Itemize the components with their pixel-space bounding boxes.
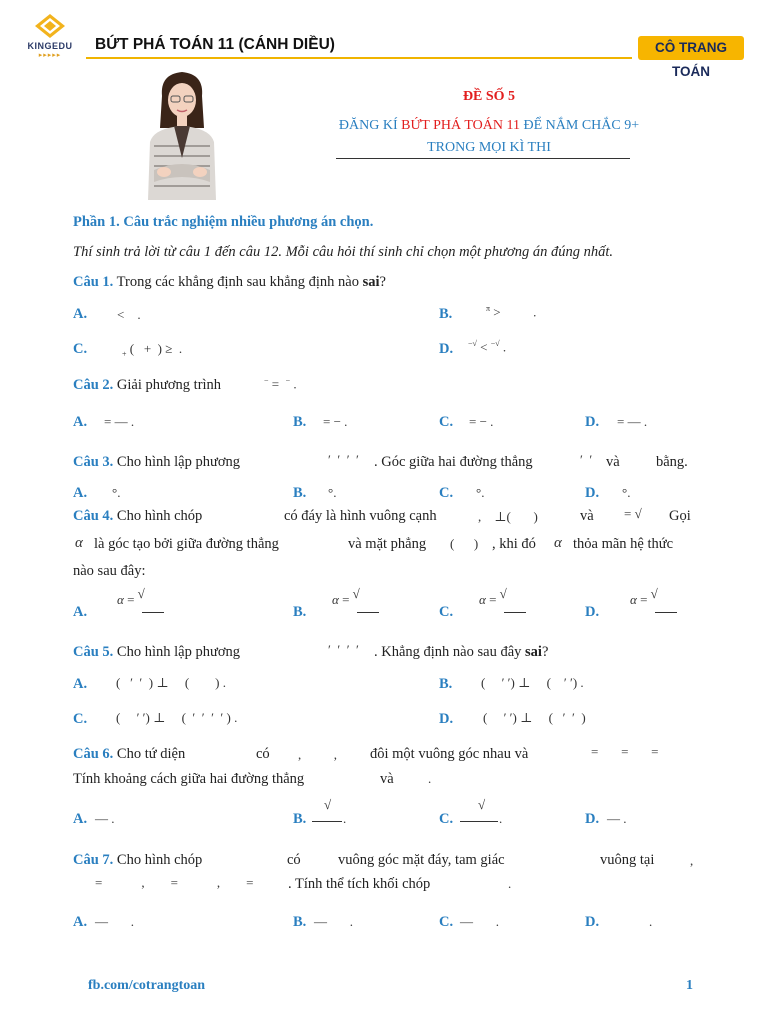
section-heading: Phần 1. Câu trắc nghiệm nhiều phương án chọn.: [73, 214, 374, 230]
q7-text-part2: có: [287, 852, 301, 868]
q4-text-part4: Gọi: [669, 508, 691, 524]
q4-line2-part4: thỏa mãn hệ thức: [573, 536, 674, 552]
q3-option-b[interactable]: B.: [293, 485, 307, 501]
q4-option-a[interactable]: A.: [73, 604, 88, 620]
q2-d-math: = — .: [617, 414, 648, 429]
q7-c-math: — .: [460, 914, 499, 929]
q5-option-c[interactable]: C.: [73, 711, 88, 727]
q6-option-d[interactable]: D.: [585, 811, 600, 827]
q7-period: .: [508, 876, 512, 891]
question-2: Câu 2. Giải phương trình: [73, 377, 222, 393]
q4-b-fraction-bar: [357, 612, 379, 613]
q7-text-part3: vuông góc mặt đáy, tam giác: [338, 852, 505, 868]
q6-line2-part1: Tính khoảng cách giữa hai đường thẳng: [73, 771, 305, 787]
q4-a-math: α = √: [117, 586, 145, 607]
q1-option-d[interactable]: D.: [439, 341, 454, 357]
q1-c-math: $_+$ ( + ) ≥ .: [122, 341, 183, 359]
q4-math2: = √: [624, 506, 642, 521]
q4-line2-part2: và mặt phẳng: [348, 536, 427, 552]
q6-c-period: .: [499, 811, 503, 826]
q3-text-part3: và: [606, 454, 620, 470]
q7-option-b[interactable]: B.: [293, 914, 307, 930]
q4-d-math: α = √: [630, 586, 658, 607]
footer-facebook-link[interactable]: fb.com/cotrangtoan: [88, 978, 206, 993]
question-3: Câu 3. Cho hình lập phương: [73, 454, 240, 470]
question-7: Câu 7. Cho hình chóp: [73, 852, 203, 868]
q2-option-b[interactable]: B.: [293, 414, 307, 430]
q4-c-fraction-bar: [504, 612, 526, 613]
q5-option-b[interactable]: B.: [439, 676, 453, 692]
q2-option-a[interactable]: A.: [73, 414, 88, 430]
q1-option-b[interactable]: B.: [439, 306, 453, 322]
q7-b-math: — .: [314, 914, 353, 929]
q2-b-math: = − .: [323, 414, 348, 429]
q4-line2-part1: là góc tạo bởi giữa đường thẳng: [94, 536, 279, 552]
exam-slogan-line1: ĐĂNG KÍ BỨT PHÁ TOÁN 11 ĐỂ NẮM CHẮC 9+: [338, 118, 640, 133]
q5-option-d[interactable]: D.: [439, 711, 454, 727]
q7-d-math: .: [649, 914, 653, 929]
q3-c-math: °.: [476, 485, 485, 500]
q4-text-part2: có đáy là hình vuông cạnh: [284, 508, 437, 524]
q3-a-math: °.: [112, 485, 121, 500]
q6-period: .: [428, 771, 432, 786]
q5-c-math: ( ′ ′) ⊥ ( ′ ′ ′ ′ ) .: [116, 710, 238, 725]
q6-c-math: √: [478, 797, 486, 812]
q3-option-a[interactable]: A.: [73, 485, 88, 501]
q2-c-math: = − .: [469, 414, 494, 429]
q4-math1: , ⊥( ): [478, 509, 538, 524]
logo-text: KINGEDU: [27, 41, 73, 51]
q6-b-period: .: [343, 811, 347, 826]
q5-option-a[interactable]: A.: [73, 676, 88, 692]
q6-option-b[interactable]: B.: [293, 811, 307, 827]
q6-option-c[interactable]: C.: [439, 811, 454, 827]
q6-equals: = = =: [591, 744, 659, 759]
q3-cube-math: ′ ′ ′ ′: [328, 452, 359, 467]
q4-option-d[interactable]: D.: [585, 604, 600, 620]
q1-d-math: −√ < −√ .: [468, 339, 507, 355]
q4-plane-math: ( ): [450, 536, 479, 551]
logo-arrows: ▸▸▸▸▸: [38, 51, 62, 59]
question-5: Câu 5. Cho hình lập phương: [73, 644, 240, 660]
q5-d-math: ( ′ ′) ⊥ ( ′ ′ ): [483, 710, 586, 725]
q7-option-a[interactable]: A.: [73, 914, 88, 930]
q4-text-part3: và: [580, 508, 594, 524]
question-6: Câu 6. Cho tứ diện: [73, 746, 186, 762]
q3-b-math: °.: [328, 485, 337, 500]
q4-option-c[interactable]: C.: [439, 604, 454, 620]
q6-b-math: √: [324, 797, 332, 812]
q4-line3: nào sau đây:: [73, 563, 146, 579]
q1-option-a[interactable]: A.: [73, 306, 88, 322]
q3-d-math: °.: [622, 485, 631, 500]
q6-text-part3: đôi một vuông góc nhau và: [370, 746, 529, 762]
q7-line2-math: = , = , =: [95, 875, 254, 890]
title-underline: [336, 158, 630, 159]
q4-alpha-symbol: α: [75, 535, 83, 551]
q5-text-part2: . Khẳng định nào sau đây sai?: [374, 644, 549, 660]
q5-a-math: ( ′ ′ ) ⊥ ( ) .: [116, 675, 226, 690]
header-title: BỨT PHÁ TOÁN 11 (CÁNH DIỀU): [95, 36, 335, 53]
q2-option-c[interactable]: C.: [439, 414, 454, 430]
q1-b-math: $^\pi$ > .: [486, 304, 537, 320]
q6-c-fraction-bar: [460, 821, 498, 822]
q1-option-c[interactable]: C.: [73, 341, 88, 357]
q2-equation: − = − .: [264, 376, 297, 392]
question-1: Câu 1. Trong các khẳng định sau khẳng định nào sai?: [73, 274, 386, 290]
q6-b-fraction-bar: [312, 821, 342, 822]
question-4: Câu 4. Cho hình chóp: [73, 508, 203, 524]
brand-badge: CÔ TRANG TOÁN: [638, 36, 744, 60]
page-number: 1: [686, 978, 693, 993]
q2-a-math: = — .: [104, 414, 135, 429]
q4-b-math: α = √: [332, 586, 360, 607]
q3-text-part4: bằng.: [656, 454, 688, 470]
q3-lines-math: ′ ′: [580, 452, 593, 467]
exam-slogan-line2: TRONG MỌI KÌ THI: [427, 140, 551, 155]
q6-option-a[interactable]: A.: [73, 811, 88, 827]
q5-b-math: ( ′ ′) ⊥ ( ′ ′) .: [481, 675, 584, 690]
q7-line2: . Tính thể tích khối chóp: [288, 876, 431, 892]
q3-option-c[interactable]: C.: [439, 485, 454, 501]
q3-option-d[interactable]: D.: [585, 485, 600, 501]
kingedu-logo: [22, 12, 78, 64]
q4-alpha-symbol-2: α: [554, 535, 562, 551]
section-instruction: Thí sinh trả lời từ câu 1 đến câu 12. Mỗi câu hỏi thí sinh chỉ chọn một phương án đúng nhất.: [73, 244, 613, 260]
q7-option-d[interactable]: D.: [585, 914, 600, 930]
q4-c-math: α = √: [479, 586, 507, 607]
q6-commas: , ,: [298, 747, 337, 762]
q7-a-math: — .: [95, 914, 134, 929]
q4-a-fraction-bar: [142, 612, 164, 613]
q1-a-math: < .: [117, 307, 141, 322]
q4-option-b[interactable]: B.: [293, 604, 307, 620]
q7-text-part4: vuông tại: [600, 852, 655, 868]
q3-text-part2: . Góc giữa hai đường thẳng: [374, 454, 533, 470]
q6-line2-part2: và: [380, 771, 394, 787]
q7-comma: ,: [690, 853, 694, 868]
q6-d-math: — .: [607, 811, 627, 826]
q5-cube-math: ′ ′ ′ ′: [328, 642, 359, 657]
diamond-logo-icon: [33, 12, 67, 40]
teacher-portrait: [140, 66, 224, 200]
q2-option-d[interactable]: D.: [585, 414, 600, 430]
header-divider: [86, 57, 632, 59]
exam-number: ĐỀ SỐ 5: [462, 89, 516, 104]
q4-d-fraction-bar: [655, 612, 677, 613]
q6-a-math: — .: [95, 811, 115, 826]
q6-text-part2: có: [256, 746, 270, 762]
q4-line2-part3: , khi đó: [492, 536, 536, 552]
q7-option-c[interactable]: C.: [439, 914, 454, 930]
